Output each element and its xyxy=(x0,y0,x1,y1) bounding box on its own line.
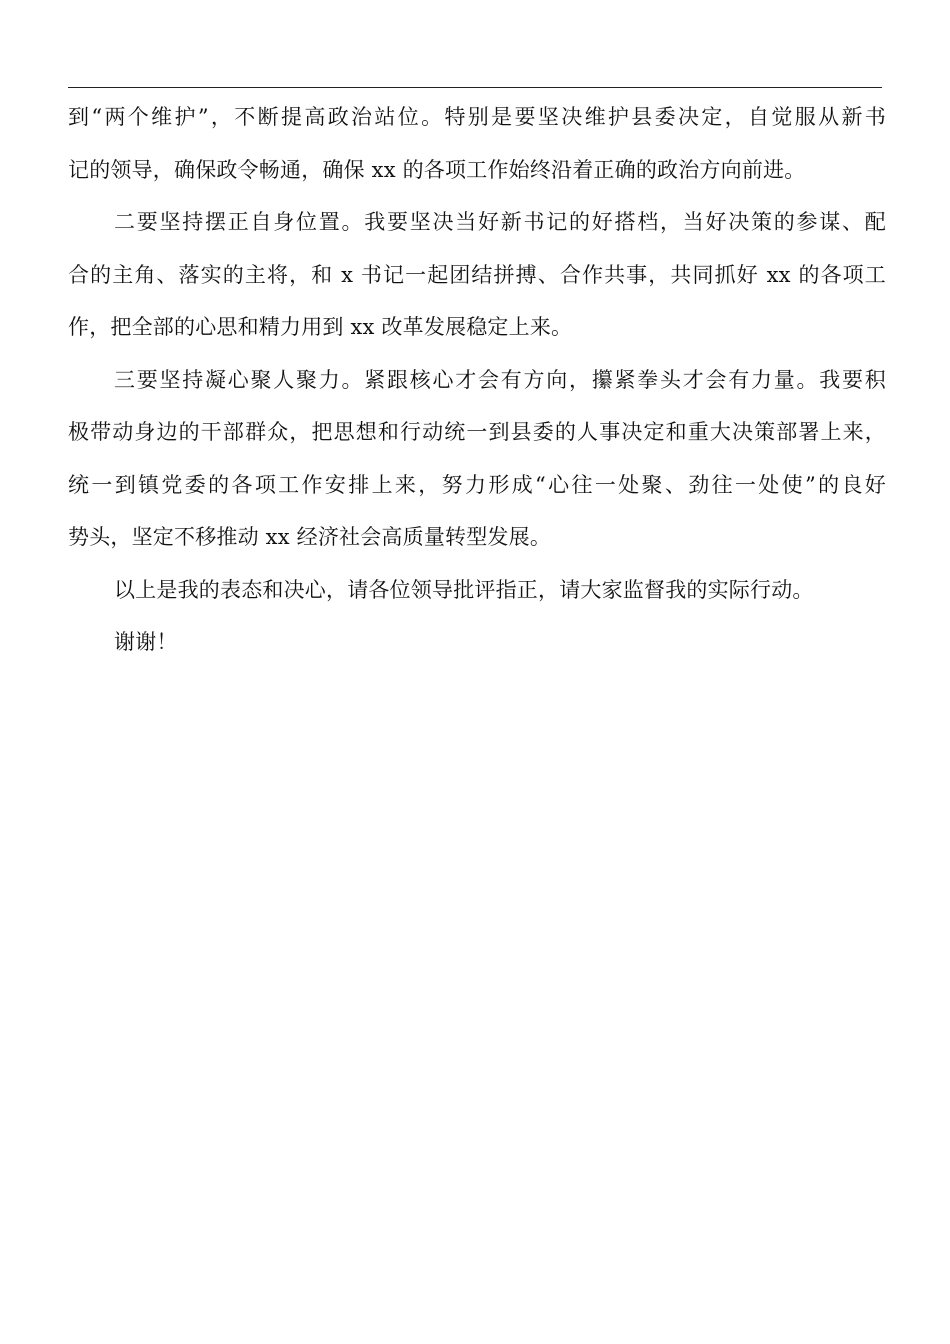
header-rule xyxy=(68,87,882,88)
closing-thanks: 谢谢！ xyxy=(114,630,178,654)
paragraph-3-line-3: 统一到镇党委的各项工作安排上来，努力形成“心往一处聚、劲往一处使”的良好 xyxy=(68,472,886,497)
paragraph-2-line-1: 二要坚持摆正自身位置。我要坚决当好新书记的好搭档，当好决策的参谋、配 xyxy=(114,210,886,234)
paragraph-1-line-2: 记的领导，确保政令畅通，确保 xx 的各项工作始终沿着正确的政治方向前进。 xyxy=(68,157,806,182)
document-body xyxy=(68,91,886,669)
paragraph-2-line-2: 合的主角、落实的主将，和 x 书记一起团结拼搏、合作共事，共同抓好 xx 的各项工 xyxy=(68,262,886,287)
paragraph-3-line-1: 三要坚持凝心聚人聚力。紧跟核心才会有方向，攥紧拳头才会有力量。我要积 xyxy=(114,367,886,392)
paragraph-3-line-4: 势头，坚定不移推动 xx 经济社会高质量转型发展。 xyxy=(68,525,552,549)
paragraph-3-line-2: 极带动身边的干部群众，把思想和行动统一到县委的人事决定和重大决策部署上来， xyxy=(68,420,886,444)
paragraph-1-line-1: 到“两个维护”，不断提高政治站位。特别是要坚决维护县委决定，自觉服从新书 xyxy=(68,105,886,129)
paragraph-2-line-3: 作，把全部的心思和精力用到 xx 改革发展稳定上来。 xyxy=(68,315,573,339)
paragraph-4-line-1: 以上是我的表态和决心，请各位领导批评指正，请大家监督我的实际行动。 xyxy=(114,577,814,602)
